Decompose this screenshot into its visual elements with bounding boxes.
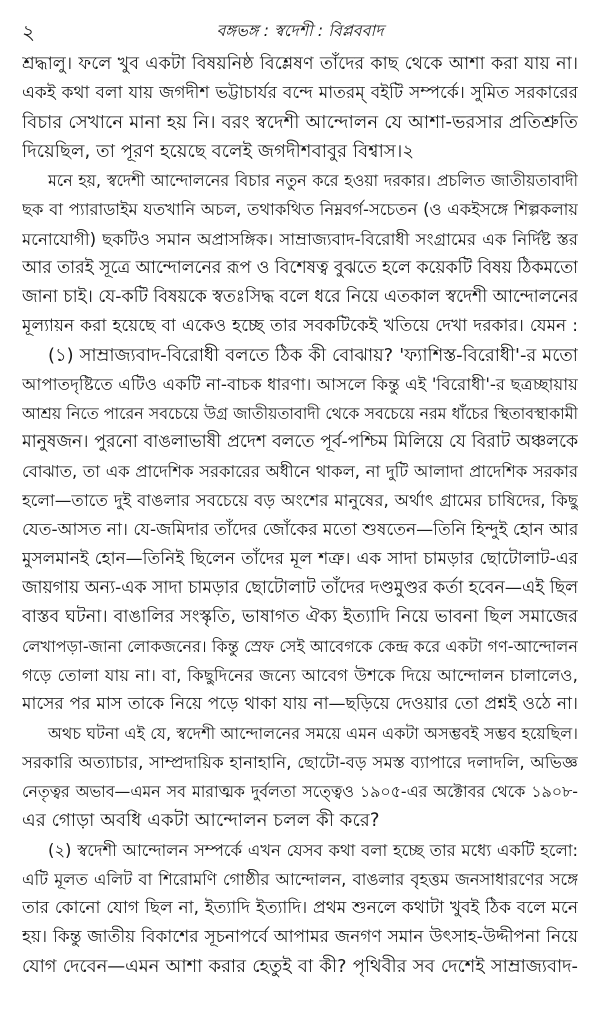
text-line: বিচার সেখানে মানা হয় নি। বরং স্বদেশী আন্দোলন যে আশা-ভরসার প্রতিশ্রুতি [22,112,578,134]
text-line: আপাতদৃষ্টিতে এটিও একটি না-বাচক ধারণা। আসলে কিন্তু এই 'বিরোধী'-র ছত্রচ্ছায়ায় [22,374,578,395]
text-line: হয়। কিন্তু জাতীয় বিকাশের সূচনাপর্বে আপামর জনগণ সমান উৎসাহ-উদ্দীপনা নিয়ে [22,926,578,947]
text-line: দিয়েছিল, তা পূরণ হয়েছে বলেই জগদীশবাবুর বিশ্বাস।২ [22,141,415,163]
text-line: তার কোনো যোগ ছিল না, ইত্যাদি ইত্যাদি। প্রথম শুনলে কথাটা খুবই ঠিক বলে মনে [22,897,578,918]
text-line: যেত-আসত না। যে-জমিদার তাঁদের জোঁকের মতো শুষতেন—তিনি হিন্দুই হোন আর [22,519,578,540]
text-line: (১) সাম্রাজ্যবাদ-বিরোধী বলতে ঠিক কী বোঝায়? 'ফ্যাশিস্ত-বিরোধী'-র মতো [48,344,578,366]
text-line: শ্রদ্ধালু। ফলে খুব একটা বিষয়নিষ্ঠ বিশ্লেষণ তাঁদের কাছ থেকে আশা করা যায় না। [22,54,578,74]
text-line: মাসের পর মাস তাকে নিয়ে পড়ে থাকা যায় না—ছড়িয়ে দেওয়ার তো প্রশ্নই ওঠে না। [22,694,578,715]
text-line: জানা চাই। যে-কটি বিষয়কে স্বতঃসিদ্ধ বলে ধরে নিয়ে এতকাল স্বদেশী আন্দোলনের [22,286,578,307]
text-line: আর তারই সূত্রে আন্দোলনের রূপ ও বিশেষত্ব বুঝতে হলে কয়েকটি বিষয় ঠিকমতো [22,257,578,278]
text-line: জায়গায় অন্য-এক সাদা চামড়ার ছোটোলাট তাঁদের দণ্ডমুণ্ডর কর্তা হবেন—এই ছিল [22,577,578,598]
text-line: এর গোড়া অবধি একটা আন্দোলন চলল কী করে? [22,810,380,832]
text-line: একই কথা বলা যায় জগদীশ ভট্টাচার্যর বন্দে মাতরম্ বইটি সম্পর্কে। সুমিত সরকারের [22,83,578,104]
running-title: বঙ্গভঙ্গ : স্বদেশী : বিপ্লববাদ [216,21,384,40]
text-line: মনে হয়, স্বদেশী আন্দোলনের বিচার নতুন করে হওয়া দরকার। প্রচলিত জাতীয়তাবাদী [48,171,578,191]
text-line: মানুষজন। পুরনো বাঙলাভাষী প্রদেশ বলতে পূর্ব-পশ্চিম মিলিয়ে যে বিরাট অঞ্চলকে [22,432,578,453]
text-line: গড়ে তোলা যায় না। বা, কিছুদিনের জন্যে আবেগ উশকে দিয়ে আন্দোলন চালালেও, [22,664,578,685]
body-text [22,50,578,981]
text-line: ছক বা প্যারাডাইম যতখানি অচল, তথাকথিত নিম্নবর্গ-সচেতন (ও একইসঙ্গে শিল্পকলায় [22,200,578,220]
text-line: যোগ দেবেন—এমন আশা করার হেতুই বা কী? পৃথিবীর সব দেশেই সাম্রাজ্যবাদ- [22,955,578,977]
text-line: মুসলমানই হোন—তিনিই ছিলেন তাঁদের মূল শত্রু। এক সাদা চামড়ার ছোটোলাট-এর [22,548,578,569]
text-line: লেখাপড়া-জানা লোকজনের। কিন্তু স্রেফ সেই আবেগকে কেন্দ্র করে একটা গণ-আন্দোলন [22,636,578,656]
text-line: বাস্তব ঘটনা। বাঙালির সংস্কৃতি, ভাষাগত ঐক্য ইত্যাদি নিয়ে ভাবনা ছিল সমাজের [22,606,578,627]
text-line: নেতৃত্বর অভাব—এমন সব মারাত্মক দুর্বলতা সত্ত্বেও ১৯০৫-এর অক্টোবর থেকে ১৯০৮- [22,782,578,802]
text-line: (২) স্বদেশী আন্দোলন সম্পর্কে এখন যেসব কথা বলা হচ্ছে তার মধ্যে একটি হলো: [48,840,578,860]
text-line: বোঝাত, তা এক প্রাদেশিক সরকারের অধীনে থাকল, না দুটি আলাদা প্রাদেশিক সরকার [22,462,578,482]
page-header [22,10,578,50]
text-line: এটি মূলত এলিট বা শিরোমণি গোষ্ঠীর আন্দোলন, বাঙলার বৃহত্তম জনসাধারণের সঙ্গে [22,869,578,889]
text-line: হলো—তাতে দুই বাঙলার সবচেয়ে বড় অংশের মানুষের, অর্থাৎ গ্রামের চাষিদের, কিছু [22,490,578,511]
page-number: ২ [22,20,36,44]
text-line: মূল্যায়ন করা হয়েছে বা একেও হচ্ছে তার সবকটিকেই খতিয়ে দেখা দরকার। যেমন : [22,315,578,336]
text-line: আশ্রয় নিতে পারেন সবচেয়ে উগ্র জাতীয়তাবাদী থেকে সবচেয়ে নরম ধাঁচের স্থিতাবস্থাকামী [22,404,578,424]
text-line: অথচ ঘটনা এই যে, স্বদেশী আন্দোলনের সময়ে এমন একটা অসম্ভবই সম্ভব হয়েছিল। [48,724,578,744]
text-line: মনোযোগী) ছকটিও সমান অপ্রাসঙ্গিক। সাম্রাজ্যবাদ-বিরোধী সংগ্রামের এক নির্দিষ্ট স্তর [22,228,578,249]
text-line: সরকারি অত্যাচার, সাম্প্রদায়িক হানাহানি, ছোটো-বড় সমস্ত ব্যাপারে দলাদলি, অভিজ্ঞ [22,752,578,773]
